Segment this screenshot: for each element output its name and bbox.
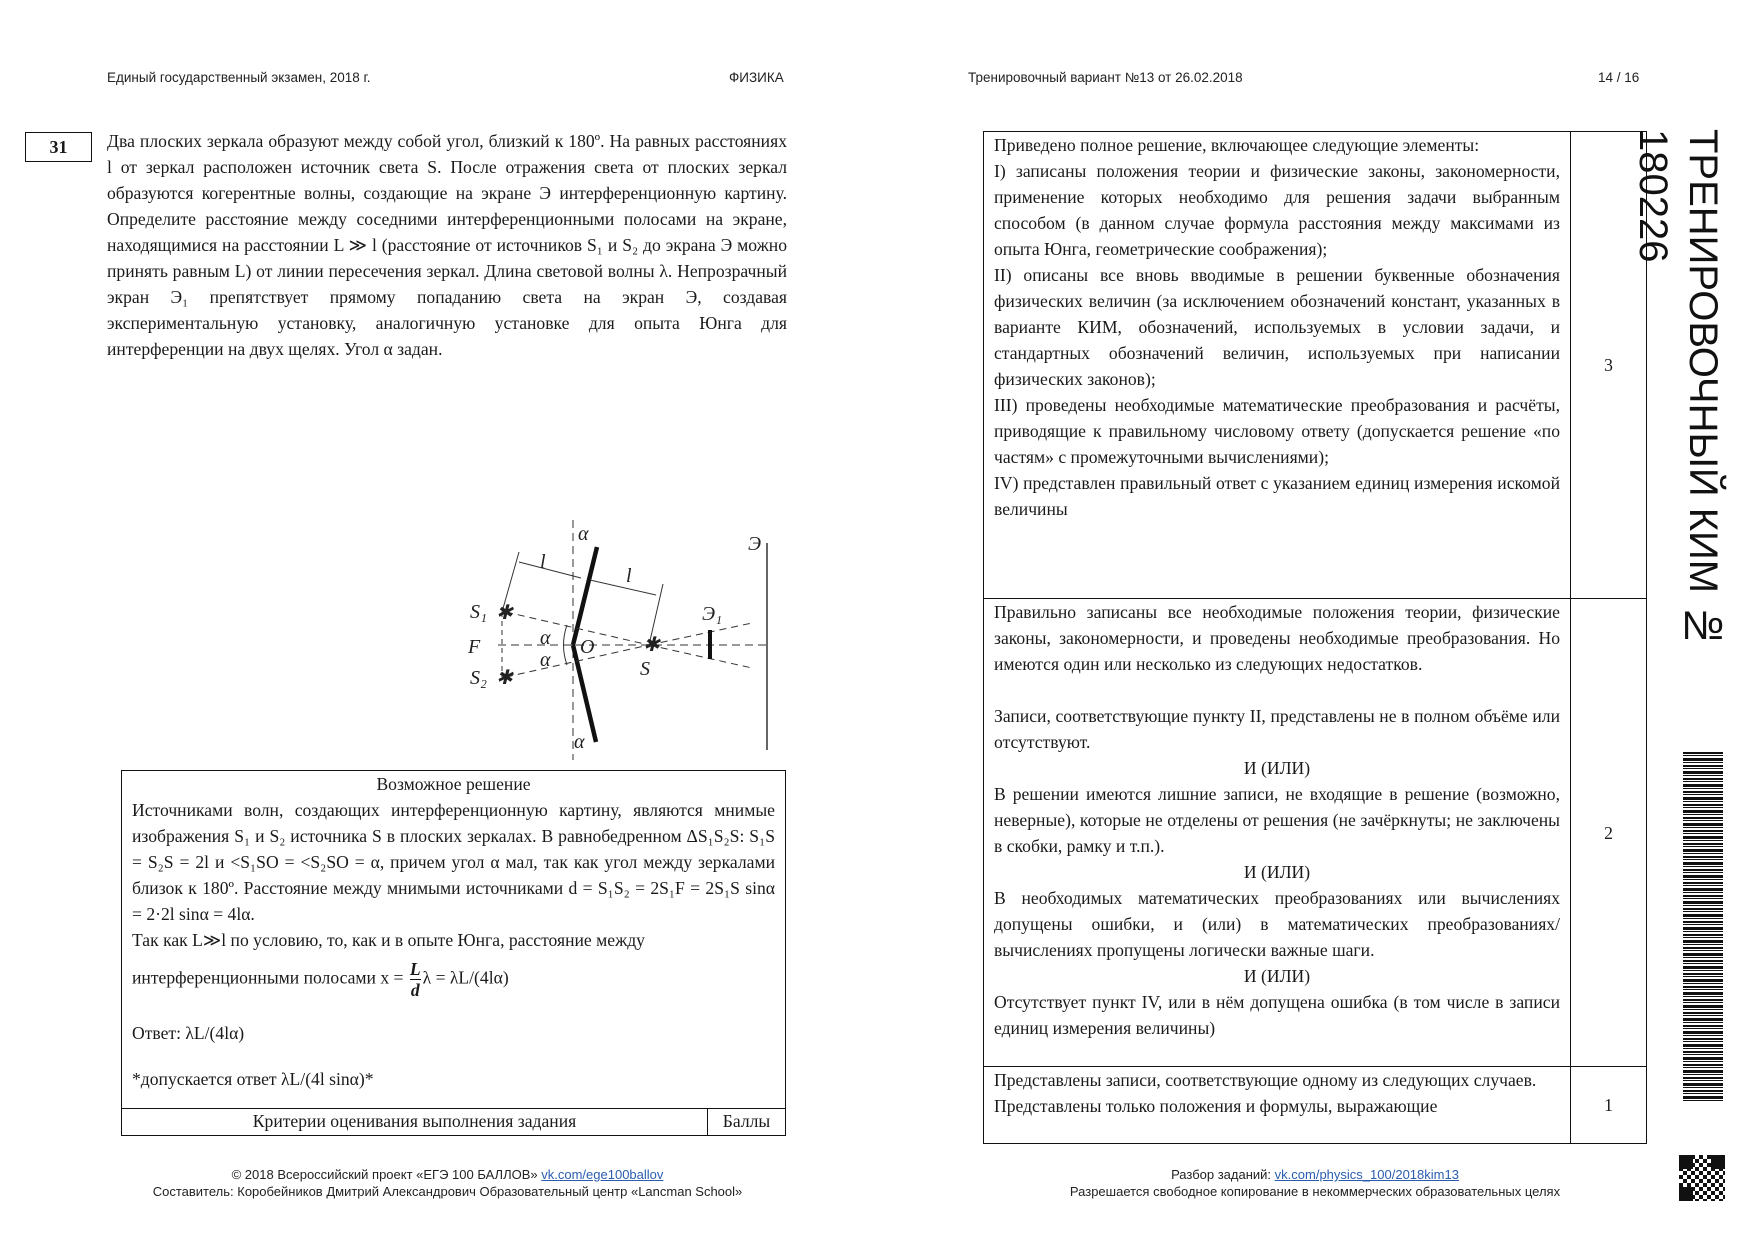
dimension-l-left: [519, 562, 581, 578]
footer-right: [980, 1166, 1650, 1200]
label-l-right: l: [626, 565, 632, 587]
points-header: Баллы: [722, 1111, 771, 1131]
solution-note: *допускается ответ λL/(4l sinα)*: [132, 1069, 374, 1089]
fraction-denominator: d: [410, 980, 420, 1000]
label-screen: Э: [748, 533, 762, 555]
solution-formula: [132, 959, 775, 1000]
solution-box: [121, 770, 786, 1136]
label-alpha-mid-2: α: [540, 649, 551, 671]
header-variant: Тренировочный вариант №13 от 26.02.2018: [968, 70, 1243, 85]
s1-star-icon: ✱: [496, 602, 513, 624]
fraction-l-over-d: [410, 959, 421, 1000]
criteria-separator: И (ИЛИ): [1243, 862, 1311, 882]
criteria-row-2: [984, 599, 1646, 1067]
upper-mirror: [573, 547, 597, 645]
fraction-numerator: L: [409, 959, 421, 979]
criteria-text: В необходимых математических преобразованиях или вычислениях допущены ошибки, и (или) в математических преобразованиях/ вычислениях пропущены логически важные шаги.: [994, 888, 1560, 960]
criteria-separator: И (ИЛИ): [1243, 966, 1311, 986]
lower-mirror: [573, 645, 596, 742]
footer-link-ege100ballov[interactable]: vk.com/ege100ballov: [541, 1167, 664, 1182]
footer-copyright: © 2018 Всероссийский проект «ЕГЭ 100 БАЛЛОВ»: [231, 1167, 538, 1182]
ray-s1: [506, 612, 649, 645]
criteria-text: Приведено полное решение, включающее следующие элементы:: [994, 135, 1480, 155]
footer-link-physics[interactable]: vk.com/physics_100/2018kim13: [1274, 1167, 1459, 1182]
task-statement: Два плоских зеркала образуют между собой угол, близкий к 180º. На равных расстояниях l от зеркал расположен источник света S. После отражения света от плоских зеркал образуются когерентные волны, создающие на экране Э интерференционную картину. Определите расстояние между соседними интерференционными полосами на экране, находящимися на расстоянии L ≫ l (расстояние от источников S₁ и S₂ до экрана Э можно принять равным L) от линии пересечения зеркал. Длина световой волны λ. Непрозрачный экран Э₁ препятствует прямому попаданию света на экран Э, создавая экспериментальную установку, аналогичную установке для опыта Юнга для интерференции на двух щелях. Угол α задан.: [107, 131, 787, 359]
footer-analysis-label: Разбор заданий:: [1171, 1167, 1272, 1182]
label-s1: S₁: [470, 601, 487, 623]
s2-star-icon: ✱: [496, 667, 513, 689]
criteria-header: Критерии оценивания выполнения задания: [122, 1109, 708, 1135]
label-alpha-mid-1: α: [540, 627, 551, 649]
vertical-kim-title: ТРЕНИРОВОЧНЫЙ КИМ № 180226: [1631, 129, 1725, 649]
barcode-icon: [1683, 752, 1723, 1102]
criteria-points: 2: [1604, 822, 1613, 843]
task-number: 31: [25, 132, 92, 162]
solution-paragraph-1: Источниками волн, создающих интерференционную картину, являются мнимые изображения S₁ и S₂ источника S в плоских зеркалах. В равнобедренном ΔS₁S₂S: S₁S = S₂S = 2l и <S₁SO = <S₂SO = α, причем угол α мал, так как угол между зеркалами близок к 180º. Расстояние между мнимыми источниками d = S₁S₂ = 2S₁F = 2S₁S sinα = 2·2l sinα = 4lα.: [132, 800, 775, 924]
dimension-l-right: [590, 580, 656, 595]
task-text: [107, 128, 787, 362]
criteria-text: В решении имеются лишние записи, не входящие в решение (возможно, неверные), которые не отделены от решения (не зачёркнуты; не заключены в скобки, рамку и т.п.).: [994, 784, 1560, 856]
footer-copy-permission: Разрешается свободное копирование в некоммерческих образовательных целях: [1069, 1184, 1561, 1199]
criteria-text: Правильно записаны все необходимые положения теории, физические законы, закономерности, и проведены необходимые преобразования. Но имеются один или несколько из следующих недостатков.: [994, 602, 1560, 674]
label-alpha-bottom: α: [574, 731, 585, 753]
header-exam-title: Единый государственный экзамен, 2018 г.: [107, 70, 371, 85]
criteria-text: III) проведены необходимые математические преобразования и расчёты, приводящие к правильному числовому ответу (допускается решение «по частям» с промежуточными вычислениями);: [994, 395, 1560, 467]
label-s: S: [640, 658, 650, 680]
ray-upper: [649, 623, 752, 645]
label-f: F: [468, 636, 481, 658]
criteria-points: 1: [1604, 1095, 1613, 1115]
solution-answer: Ответ: λL/(4lα): [132, 1023, 245, 1043]
solution-paragraph-2: Так как L≫l по условию, то, как и в опыте Юнга, расстояние между: [132, 930, 645, 950]
ray-lower: [649, 645, 752, 668]
criteria-text: Представлены только положения и формулы, выражающие: [994, 1096, 1438, 1116]
criteria-table: [983, 131, 1647, 1144]
criteria-text: Записи, соответствующие пункту II, представлены не в полном объёме или отсутствуют.: [994, 706, 1560, 752]
label-l-left: l: [540, 551, 546, 573]
label-s2: S₂: [470, 667, 487, 689]
criteria-text: I) записаны положения теории и физические законы, закономерности, применение которых необходимо для решения задачи выбранным способом (в данном случае формула расстояния между максимами из опыта Юнга, геометрические соображения);: [994, 161, 1560, 259]
page-number: 14 / 16: [1598, 70, 1640, 85]
label-o: O: [580, 636, 595, 658]
criteria-row-3: [984, 132, 1646, 599]
header-subject: ФИЗИКА: [729, 70, 784, 85]
criteria-text: II) описаны все вновь вводимые в решении буквенные обозначения физических величин (за исключением обозначений констант, указанных в варианте КИМ, обозначений, используемых в условии задачи, и стандартных обозначений величин, используемых при написании физических законов);: [994, 265, 1560, 389]
criteria-header-row: [122, 1108, 785, 1135]
solution-title: Возможное решение: [376, 774, 531, 794]
criteria-text: Отсутствует пункт IV, или в нём допущена ошибка (в том числе в записи единиц измерения величины): [994, 992, 1560, 1038]
formula-prefix: интерференционными полосами x =: [132, 967, 404, 988]
criteria-row-1: [984, 1067, 1646, 1143]
qr-code-icon: [1679, 1155, 1725, 1201]
s-star-icon: ✱: [643, 634, 660, 656]
criteria-separator: И (ИЛИ): [1243, 758, 1311, 778]
criteria-points: 3: [1604, 355, 1613, 375]
mirrors-diagram: [440, 520, 800, 760]
label-alpha-top: α: [578, 523, 589, 545]
label-screen-1: Э₁: [702, 603, 723, 625]
footer-author: Составитель: Коробейников Дмитрий Александрович Образовательный центр «Lancman School»: [152, 1184, 743, 1199]
footer-left: [60, 1166, 835, 1200]
formula-suffix: λ = λL/(4lα): [422, 967, 509, 988]
criteria-text: IV) представлен правильный ответ с указанием единиц измерения искомой величины: [994, 473, 1560, 519]
criteria-text: Представлены записи, соответствующие одному из следующих случаев.: [994, 1070, 1537, 1090]
